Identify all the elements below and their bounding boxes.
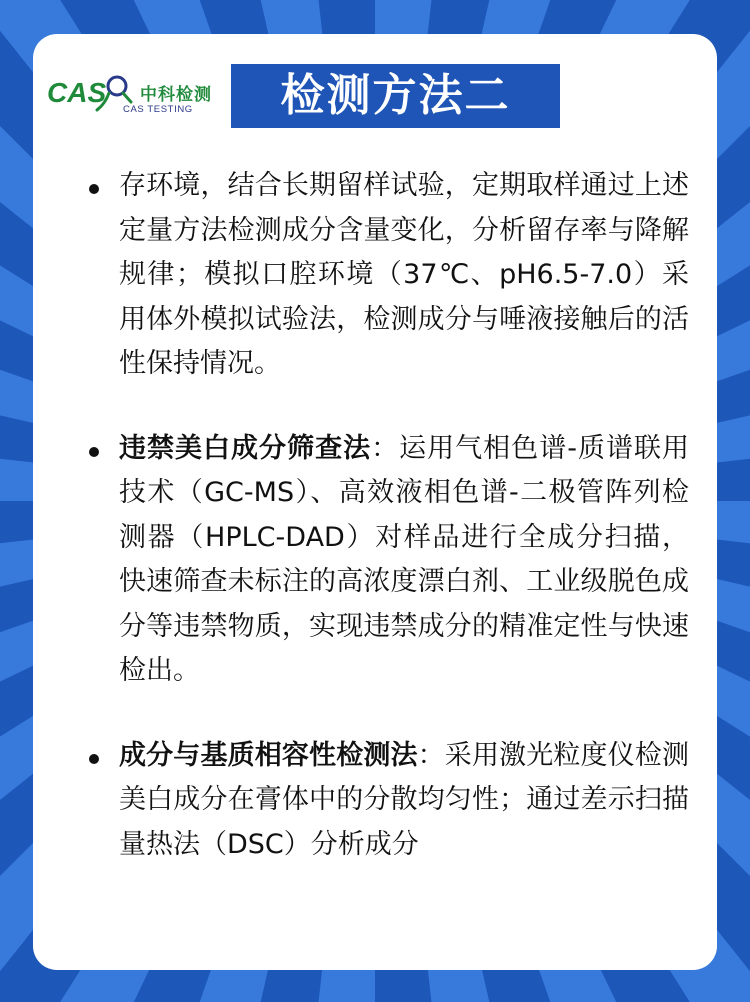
cas-mark-text: CAS [47,77,107,108]
list-item [89,734,689,868]
method-list [89,164,689,867]
cas-logo [47,68,217,120]
bullet-dot [89,184,99,194]
brand-name-en: CAS TESTING [123,104,193,115]
page-title: 检测方法二 [231,64,560,128]
list-item [89,427,689,694]
content-card [33,34,717,970]
item-text: 存环境，结合长期留样试验，定期取样通过上述定量方法检测成分含量变化，分析留存率与降解规律；模拟口腔环境（37℃、pH6.5-7.0）采用体外模拟试验法，检测成分与唾液接触后的活性保持情况。 [119,170,689,379]
bullet-dot [89,754,99,764]
item-text: ：采用激光粒度仪检测美白成分在膏体中的分散均匀性；通过差示扫描量热法（DSC）分析成分 [119,739,690,860]
item-heading: 成分与基质相容性检测法 [119,739,418,771]
bullet-dot [89,447,99,457]
list-item [89,164,689,387]
item-text: ：运用气相色谱-质谱联用技术（GC-MS）、高效液相色谱-二极管阵列检测器（HPLC-DAD）对样品进行全成分扫描，快速筛查未标注的高浓度漂白剂、工业级脱色成分等违禁物质，实现违禁成分的精准定性与快速检出。 [119,432,690,686]
brand-name-cn: 中科检测 [140,85,212,105]
item-heading: 违禁美白成分筛查法 [119,432,372,464]
